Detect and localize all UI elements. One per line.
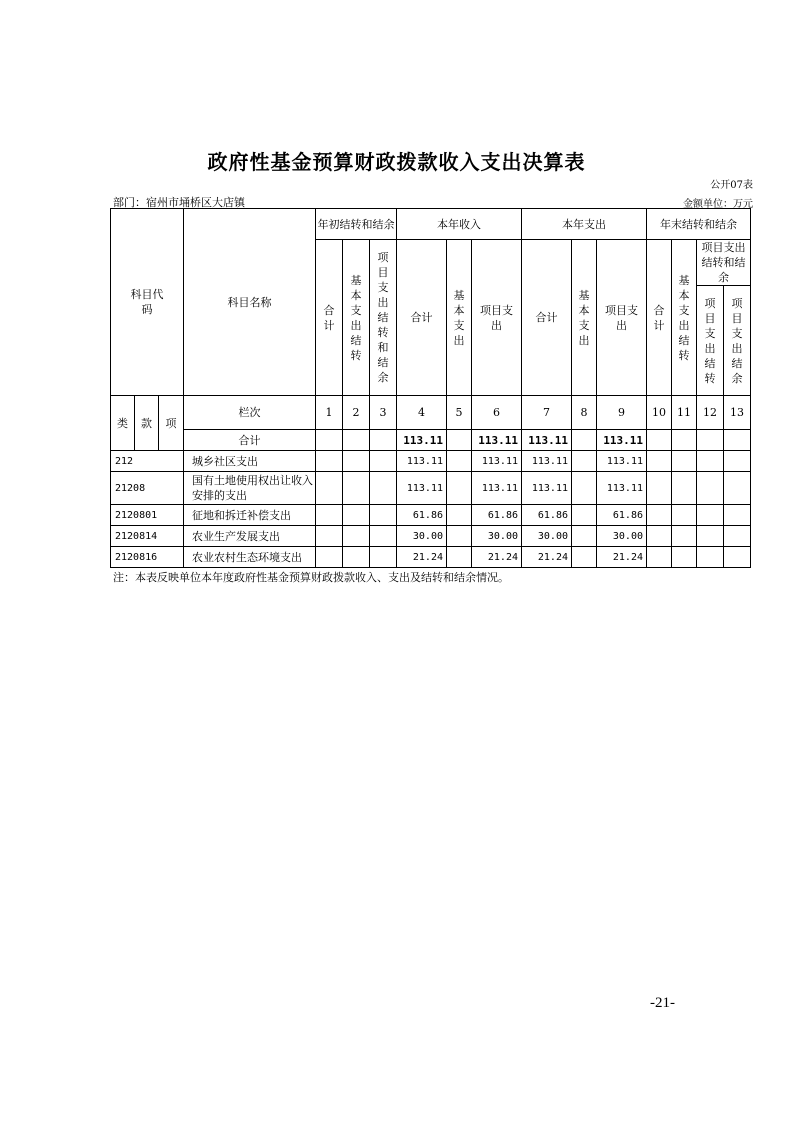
row-cell: 113.11	[597, 472, 647, 505]
col-num: 10	[647, 396, 672, 430]
row-cell: 113.11	[397, 451, 447, 472]
row-cell	[370, 472, 397, 505]
row-cell	[572, 451, 597, 472]
row-cell	[447, 505, 472, 526]
col-num: 3	[370, 396, 397, 430]
row-cell	[447, 547, 472, 568]
col-num: 2	[343, 396, 370, 430]
row-cell	[647, 505, 672, 526]
row-cell	[697, 472, 724, 505]
header-kuan: 款	[135, 396, 159, 451]
row-cell: 113.11	[522, 472, 572, 505]
row-cell: 30.00	[472, 526, 522, 547]
col-num: 11	[672, 396, 697, 430]
col-num: 5	[447, 396, 472, 430]
row-cell	[724, 472, 751, 505]
col-num: 7	[522, 396, 572, 430]
total-cell: 113.11	[397, 430, 447, 451]
table-row	[111, 451, 751, 472]
row-cell	[572, 505, 597, 526]
row-cell	[672, 526, 697, 547]
row-name: 国有土地使用权出让收入安排的支出	[184, 472, 316, 505]
total-cell	[447, 430, 472, 451]
header-xiang: 项	[159, 396, 184, 451]
row-code: 2120816	[111, 547, 184, 568]
row-code: 2120801	[111, 505, 184, 526]
table-row	[111, 526, 751, 547]
row-cell	[316, 505, 343, 526]
row-cell	[370, 547, 397, 568]
row-no-label: 栏次	[184, 396, 316, 430]
row-cell	[697, 505, 724, 526]
page-number: -21-	[650, 995, 675, 1011]
row-cell: 21.24	[522, 547, 572, 568]
row-cell: 113.11	[522, 451, 572, 472]
row-cell	[724, 505, 751, 526]
table-row	[111, 547, 751, 568]
row-code: 2120814	[111, 526, 184, 547]
column-number-row	[111, 396, 751, 430]
header-closing-project-balance: 项目支出结余	[724, 286, 751, 396]
header-expense-basic: 基本支出	[572, 240, 597, 396]
row-cell	[316, 526, 343, 547]
total-cell	[672, 430, 697, 451]
header-closing-group: 年末结转和结余	[647, 209, 751, 240]
total-cell	[572, 430, 597, 451]
budget-table	[110, 208, 751, 568]
header-opening-total: 合计	[316, 240, 343, 396]
row-cell	[447, 451, 472, 472]
header-income-group: 本年收入	[397, 209, 522, 240]
table-row	[111, 472, 751, 505]
row-cell	[316, 451, 343, 472]
row-cell: 113.11	[397, 472, 447, 505]
total-cell	[724, 430, 751, 451]
row-cell	[370, 451, 397, 472]
page-title: 政府性基金预算财政拨款收入支出决算表	[207, 150, 586, 174]
header-closing-project-group: 项目支出结转和结余	[697, 240, 751, 286]
header-opening-project: 项目支出结转和结余	[370, 240, 397, 396]
header-closing-project-carry: 项目支出结转	[697, 286, 724, 396]
total-row	[111, 430, 751, 451]
row-cell: 30.00	[522, 526, 572, 547]
department-label: 部门：宿州市埇桥区大店镇	[113, 196, 245, 209]
col-num: 12	[697, 396, 724, 430]
row-cell: 61.86	[522, 505, 572, 526]
row-cell	[343, 526, 370, 547]
row-cell	[370, 526, 397, 547]
col-num: 4	[397, 396, 447, 430]
row-cell: 113.11	[472, 451, 522, 472]
header-income-basic: 基本支出	[447, 240, 472, 396]
row-name: 征地和拆迁补偿支出	[184, 505, 316, 526]
row-cell	[672, 547, 697, 568]
col-num: 13	[724, 396, 751, 430]
row-name: 农业生产发展支出	[184, 526, 316, 547]
header-opening-group: 年初结转和结余	[316, 209, 397, 240]
row-cell	[343, 451, 370, 472]
row-cell	[447, 526, 472, 547]
col-num: 6	[472, 396, 522, 430]
row-cell: 30.00	[597, 526, 647, 547]
row-cell	[647, 451, 672, 472]
header-closing-total: 合计	[647, 240, 672, 396]
header-subject-code: 科目代码	[111, 209, 184, 396]
row-cell	[647, 526, 672, 547]
form-number: 公开07表	[710, 180, 753, 191]
total-label: 合计	[184, 430, 316, 451]
total-cell: 113.11	[472, 430, 522, 451]
total-cell	[370, 430, 397, 451]
row-cell: 21.24	[597, 547, 647, 568]
unit-label: 金额单位：万元	[683, 199, 753, 210]
row-cell	[672, 451, 697, 472]
header-income-total: 合计	[397, 240, 447, 396]
row-cell	[343, 505, 370, 526]
table-note: 注：本表反映单位本年度政府性基金预算财政拨款收入、支出及结转和结余情况。	[113, 571, 509, 584]
col-num: 8	[572, 396, 597, 430]
total-cell: 113.11	[597, 430, 647, 451]
row-cell	[697, 526, 724, 547]
row-cell	[724, 526, 751, 547]
row-cell	[572, 526, 597, 547]
row-name: 城乡社区支出	[184, 451, 316, 472]
row-code: 212	[111, 451, 184, 472]
row-cell	[572, 547, 597, 568]
col-num: 1	[316, 396, 343, 430]
row-cell: 61.86	[397, 505, 447, 526]
row-cell: 30.00	[397, 526, 447, 547]
row-cell	[316, 472, 343, 505]
total-cell	[697, 430, 724, 451]
row-cell	[647, 472, 672, 505]
row-cell	[343, 472, 370, 505]
header-opening-basic: 基本支出结转	[343, 240, 370, 396]
row-cell	[647, 547, 672, 568]
table-row	[111, 505, 751, 526]
row-cell	[672, 505, 697, 526]
row-cell	[572, 472, 597, 505]
row-cell	[697, 451, 724, 472]
row-cell	[724, 547, 751, 568]
total-cell	[316, 430, 343, 451]
header-row-1	[111, 209, 751, 240]
row-cell	[447, 472, 472, 505]
row-cell	[697, 547, 724, 568]
header-expense-total: 合计	[522, 240, 572, 396]
row-cell: 21.24	[472, 547, 522, 568]
row-cell: 21.24	[397, 547, 447, 568]
header-expense-project: 项目支出	[597, 240, 647, 396]
row-code: 21208	[111, 472, 184, 505]
row-cell: 61.86	[472, 505, 522, 526]
row-name: 农业农村生态环境支出	[184, 547, 316, 568]
total-cell: 113.11	[522, 430, 572, 451]
total-cell	[343, 430, 370, 451]
row-cell: 61.86	[597, 505, 647, 526]
row-cell	[316, 547, 343, 568]
header-lei: 类	[111, 396, 135, 451]
row-cell	[724, 451, 751, 472]
row-cell	[672, 472, 697, 505]
col-num: 9	[597, 396, 647, 430]
row-cell: 113.11	[597, 451, 647, 472]
row-cell: 113.11	[472, 472, 522, 505]
row-cell	[370, 505, 397, 526]
total-cell	[647, 430, 672, 451]
row-cell	[343, 547, 370, 568]
header-closing-basic: 基本支出结转	[672, 240, 697, 396]
header-subject-name: 科目名称	[184, 209, 316, 396]
header-expense-group: 本年支出	[522, 209, 647, 240]
header-income-project: 项目支出	[472, 240, 522, 396]
